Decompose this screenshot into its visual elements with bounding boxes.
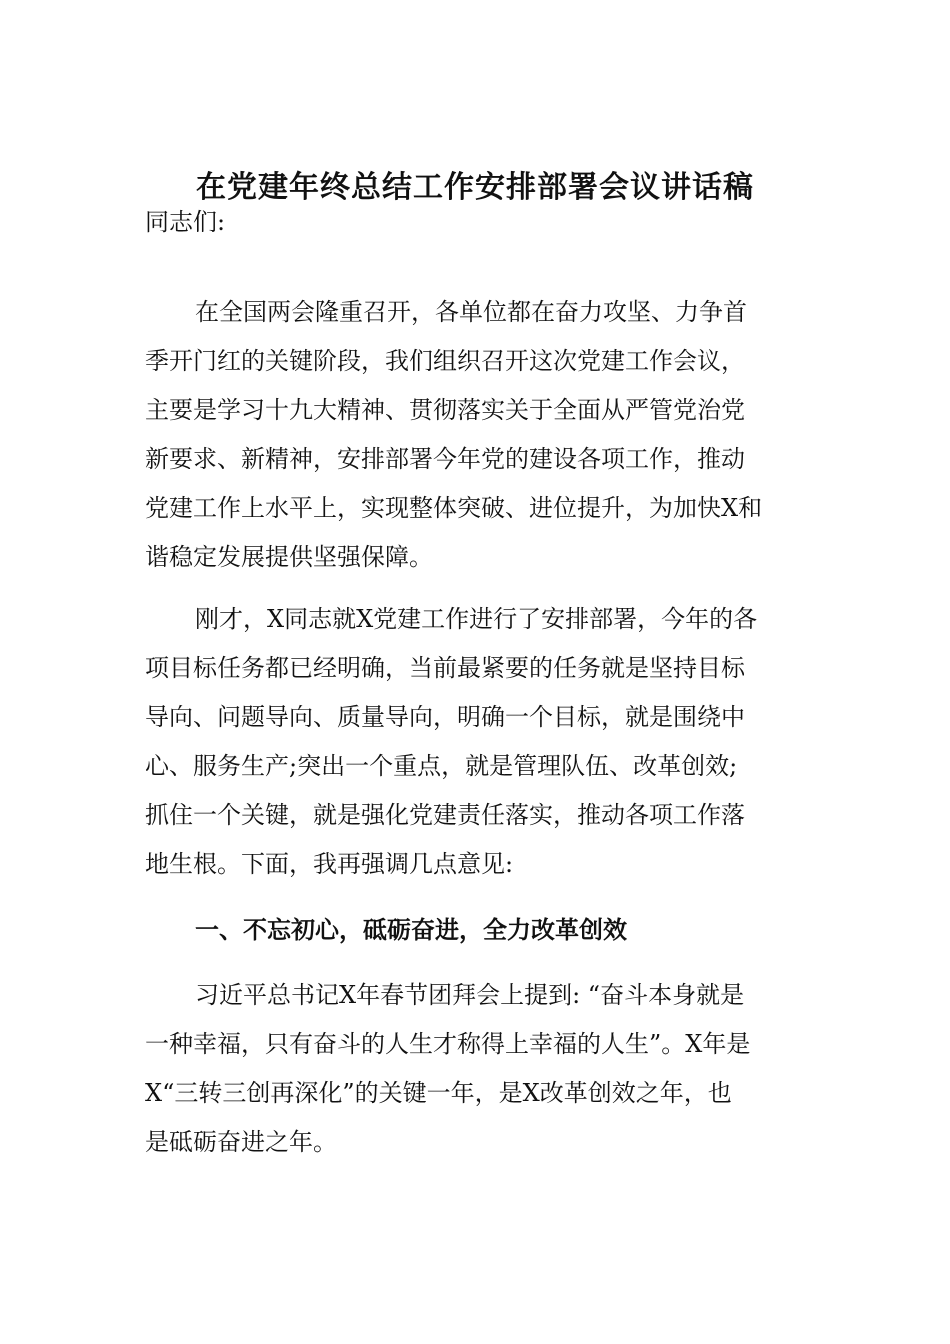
paragraph-line: 在全国两会隆重召开，各单位都在奋力攻坚、力争首	[195, 298, 747, 326]
document-title: 在党建年终总结工作安排部署会议讲话稿	[196, 170, 754, 205]
paragraph-line: 习近平总书记X年春节团拜会上提到: “奋斗本身就是	[195, 981, 745, 1009]
paragraph-line: 地生根。下面，我再强调几点意见:	[145, 850, 514, 878]
paragraph-line: 抓住一个关键，就是强化党建责任落实，推动各项工作落	[145, 801, 745, 829]
salutation: 同志们:	[145, 208, 226, 236]
paragraph-line: 季开门红的关键阶段，我们组织召开这次党建工作会议，	[145, 347, 745, 375]
paragraph-line: 是砥砺奋进之年。	[145, 1128, 337, 1156]
paragraph-line: 主要是学习十九大精神、贯彻落实关于全面从严管党治党	[145, 396, 745, 424]
paragraph-line: X“三转三创再深化”的关键一年，是X改革创效之年，也	[145, 1079, 732, 1107]
paragraph-line: 心、服务生产;突出一个重点，就是管理队伍、改革创效;	[145, 752, 738, 780]
paragraph-line: 一种幸福，只有奋斗的人生才称得上幸福的人生”。X年是	[145, 1030, 751, 1058]
paragraph-line: 项目标任务都已经明确，当前最紧要的任务就是坚持目标	[145, 654, 745, 682]
section-heading: 一、不忘初心，砥砺奋进，全力改革创效	[195, 916, 627, 944]
paragraph-line: 党建工作上水平上，实现整体突破、进位提升，为加快X和	[145, 494, 763, 522]
paragraph-line: 刚才，X同志就X党建工作进行了安排部署，今年的各	[195, 605, 758, 633]
paragraph-line: 新要求、新精神，安排部署今年党的建设各项工作，推动	[145, 445, 745, 473]
paragraph-line: 导向、问题导向、质量导向，明确一个目标，就是围绕中	[145, 703, 745, 731]
paragraph-line: 谐稳定发展提供坚强保障。	[145, 543, 433, 571]
